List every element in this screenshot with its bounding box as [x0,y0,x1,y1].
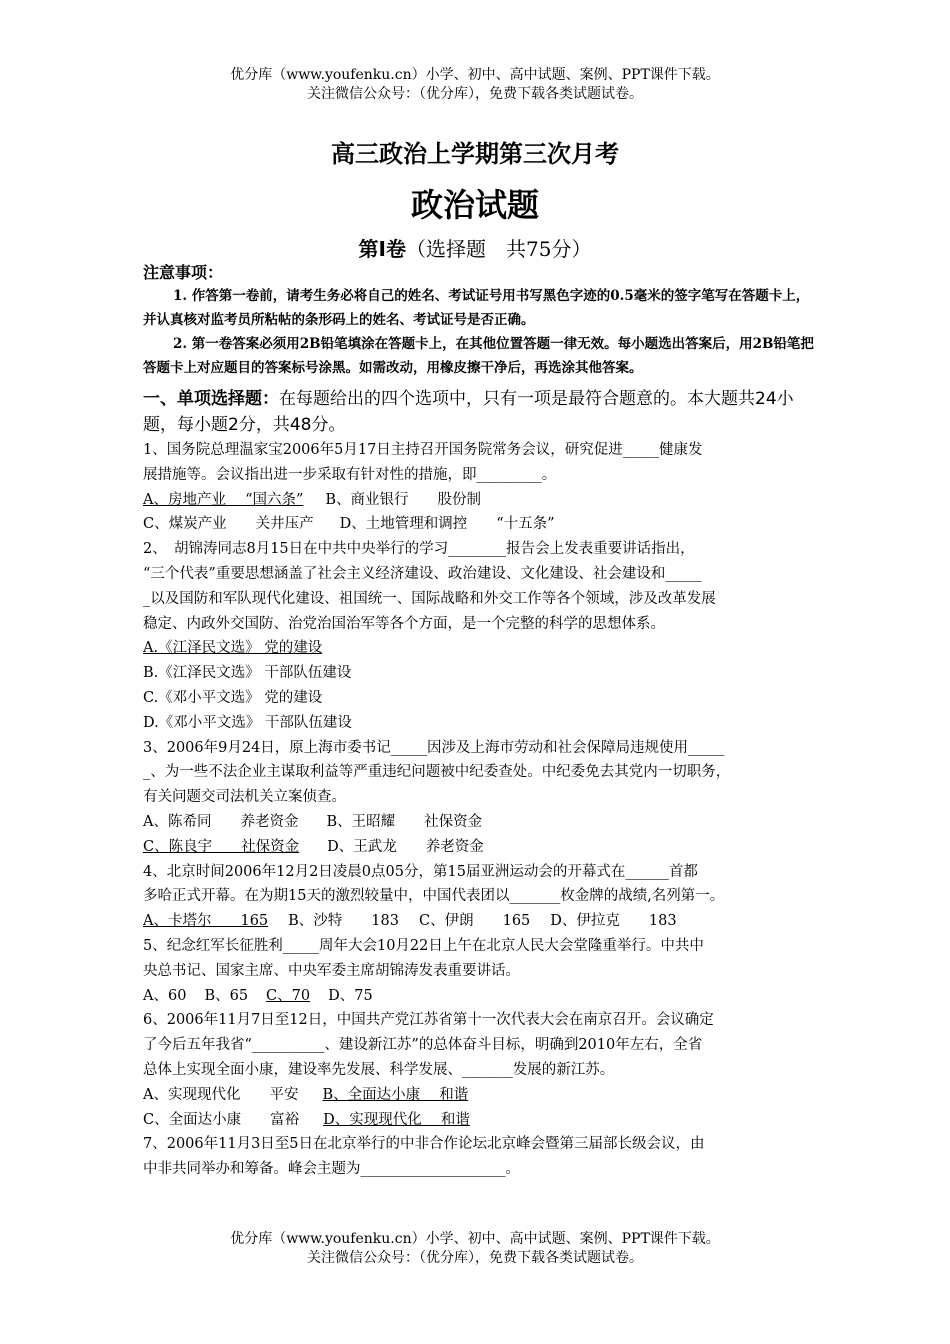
question-3-option-d: D、王武龙 养老资金 [327,838,484,855]
question-3-options-ab [143,810,819,835]
question-2-line-3: _以及国防和军队现代化建设、祖国统一、国际战略和外交工作等各个领域，涉及改革发展 [143,590,716,607]
question-2-line-1: 2、 胡锦涛同志8月15日在中共中央举行的学习________报告会上发表重要讲话指出， [143,541,695,558]
question-1-option-a: A、房地产业 “国六条” [143,491,304,508]
question-6-line-1: 6、2006年11月7日至12日，中国共产党江苏省第十一次代表大会在南京召开。会议确定 [143,1012,714,1029]
notice-title: 注意事项： [143,263,224,282]
question-1-options-cd [143,512,819,537]
question-1-option-c: C、煤炭产业 关井压产 [143,516,314,533]
header-line-1: 优分库（www.youfenku.cn）小学、初中、高中试题、案例、PPT课件下载。 [230,67,720,83]
question-5-option-c: C、70 [266,987,311,1004]
question-5-option-d: D、75 [328,987,373,1004]
question-7-line-1: 7、2006年11月3日至5日在北京举行的中非合作论坛北京峰会暨第三届部长级会议，由 [143,1136,705,1153]
header-line-2: 关注微信公众号：（优分库），免费下载各类试题试卷。 [307,86,643,102]
question-3-line-2: _、为一些不法企业主谋取利益等严重违纪问题被中纪委查处。中纪委免去其党内一切职务， [143,764,731,781]
footer-line-2: 关注微信公众号：（优分库），免费下载各类试题试卷。 [307,1250,643,1266]
question-1-option-d: D、土地管理和调控 “十五条” [339,516,555,533]
volume-desc: （选择题 共75分） [406,237,592,261]
question-6-line-3: 总体上实现全面小康，建设率先发展、科学发展、_______发展的新江苏。 [143,1061,615,1078]
page-footer [0,1230,950,1268]
footer-line-1: 优分库（www.youfenku.cn）小学、初中、高中试题、案例、PPT课件下载。 [230,1231,720,1247]
question-6-option-d: D、实现现代化 和谐 [323,1111,470,1128]
question-5-options [143,984,819,1009]
question-3-line-3: 有关问题交司法机关立案侦查。 [143,789,346,806]
question-5-line-2: 央总书记、国家主席、中央军委主席胡锦涛发表重要讲话。 [143,962,520,979]
exam-content [143,262,819,1182]
question-6-options-cd [143,1108,819,1133]
question-4-option-d: D、伊拉克 183 [550,913,677,930]
exam-title: 高三政治上学期第三次月考 [331,140,619,168]
question-1-options-ab [143,488,819,513]
question-3-option-a: A、陈希同 养老资金 [143,813,299,830]
question-2-line-2: “三个代表”重要思想涵盖了社会主义经济建设、政治建设、文化建设、社会建设和_____ [143,565,702,582]
question-7-line-2: 中非共同举办和筹备。峰会主题为____________________。 [143,1161,520,1178]
question-2-option-b: B.《江泽民文选》 干部队伍建设 [143,665,352,682]
volume-label: 第Ⅰ卷 [358,237,406,261]
question-4-line-1: 4、北京时间2006年12月2日凌晨0点05分，第15届亚洲运动会的开幕式在______首都 [143,863,698,880]
question-6-option-c: C、全面达小康 富裕 [143,1111,300,1128]
section-label: 一、单项选择题： [143,389,279,409]
section-desc: 在每题给出的四个选项中，只有一项是最符合题意的。本大题共24小题，每小题2分，共48分。 [143,389,794,435]
question-6-options-ab [143,1083,819,1108]
question-3-option-c: C、陈良宇 社保资金 [143,838,300,855]
question-6-option-a: A、实现现代化 平安 [143,1086,299,1103]
question-6-option-b: B、全面达小康 和谐 [322,1086,469,1103]
question-5-option-a: A、60 [143,987,187,1004]
question-1-line-2: 展措施等。会议指出进一步采取有针对性的措施，即_________。 [143,466,557,483]
question-2-option-d: D.《邓小平文选》 干部队伍建设 [143,714,352,731]
question-1-line-1: 1、国务院总理温家宝2006年5月17日主持召开国务院常务会议，研究促进_____健康发 [143,442,703,458]
question-4-option-c: C、伊朗 165 [419,913,531,930]
question-4-options [143,909,819,934]
question-2-line-4: 稳定、内政外交国防、治党治国治军等各个方面，是一个完整的科学的思想体系。 [143,615,665,632]
question-4-line-2: 多哈正式开幕。在为期15天的激烈较量中，中国代表团以_______枚金牌的战绩,名列第一。 [143,888,725,905]
question-4-option-a: A、卡塔尔 165 [143,913,269,930]
question-2-option-c: C.《邓小平文选》 党的建设 [143,689,323,706]
exam-subtitle: 政治试题 [410,186,539,224]
question-3-line-1: 3、2006年9月24日，原上海市委书记_____因涉及上海市劳动和社会保障局违规使用_____ [143,739,725,756]
question-list [143,438,819,1182]
question-1-option-b: B、商业银行 股份制 [325,491,482,508]
question-2-option-a [143,636,819,661]
question-3-option-b: B、王昭耀 社保资金 [326,813,483,830]
volume-title [0,233,950,262]
notice-item-1: 1. 作答第一卷前，请考生务必将自己的姓名、考试证号用书写黑色字迹的0.5毫米的签字笔写在答题卡上，并认真核对监考员所粘帖的条形码上的姓名、考试证号是否正确。 [143,288,810,328]
question-3-options-cd [143,835,819,860]
section-title [143,386,819,438]
notice-item-2: 2. 第一卷答案必须用2B铅笔填涂在答题卡上，在其他位置答题一律无效。每小题选出答案后，用2B铅笔把答题卡上对应题目的答案标号涂黑。如需改动，用橡皮擦干净后，再选涂其他答案。 [143,336,814,376]
question-5-line-1: 5、纪念红军长征胜利_____周年大会10月22日上午在北京人民大会堂隆重举行。中共中 [143,937,704,954]
question-2-option-a-text: A.《江泽民文选》 党的建设 [143,640,323,657]
page-header [0,66,950,104]
question-4-option-b: B、沙特 183 [288,913,399,930]
question-5-option-b: B、65 [204,987,249,1004]
question-6-line-2: 了今后五年我省“__________、建设新江苏”的总体奋斗目标，明确到2010年左右，全省 [143,1037,703,1054]
